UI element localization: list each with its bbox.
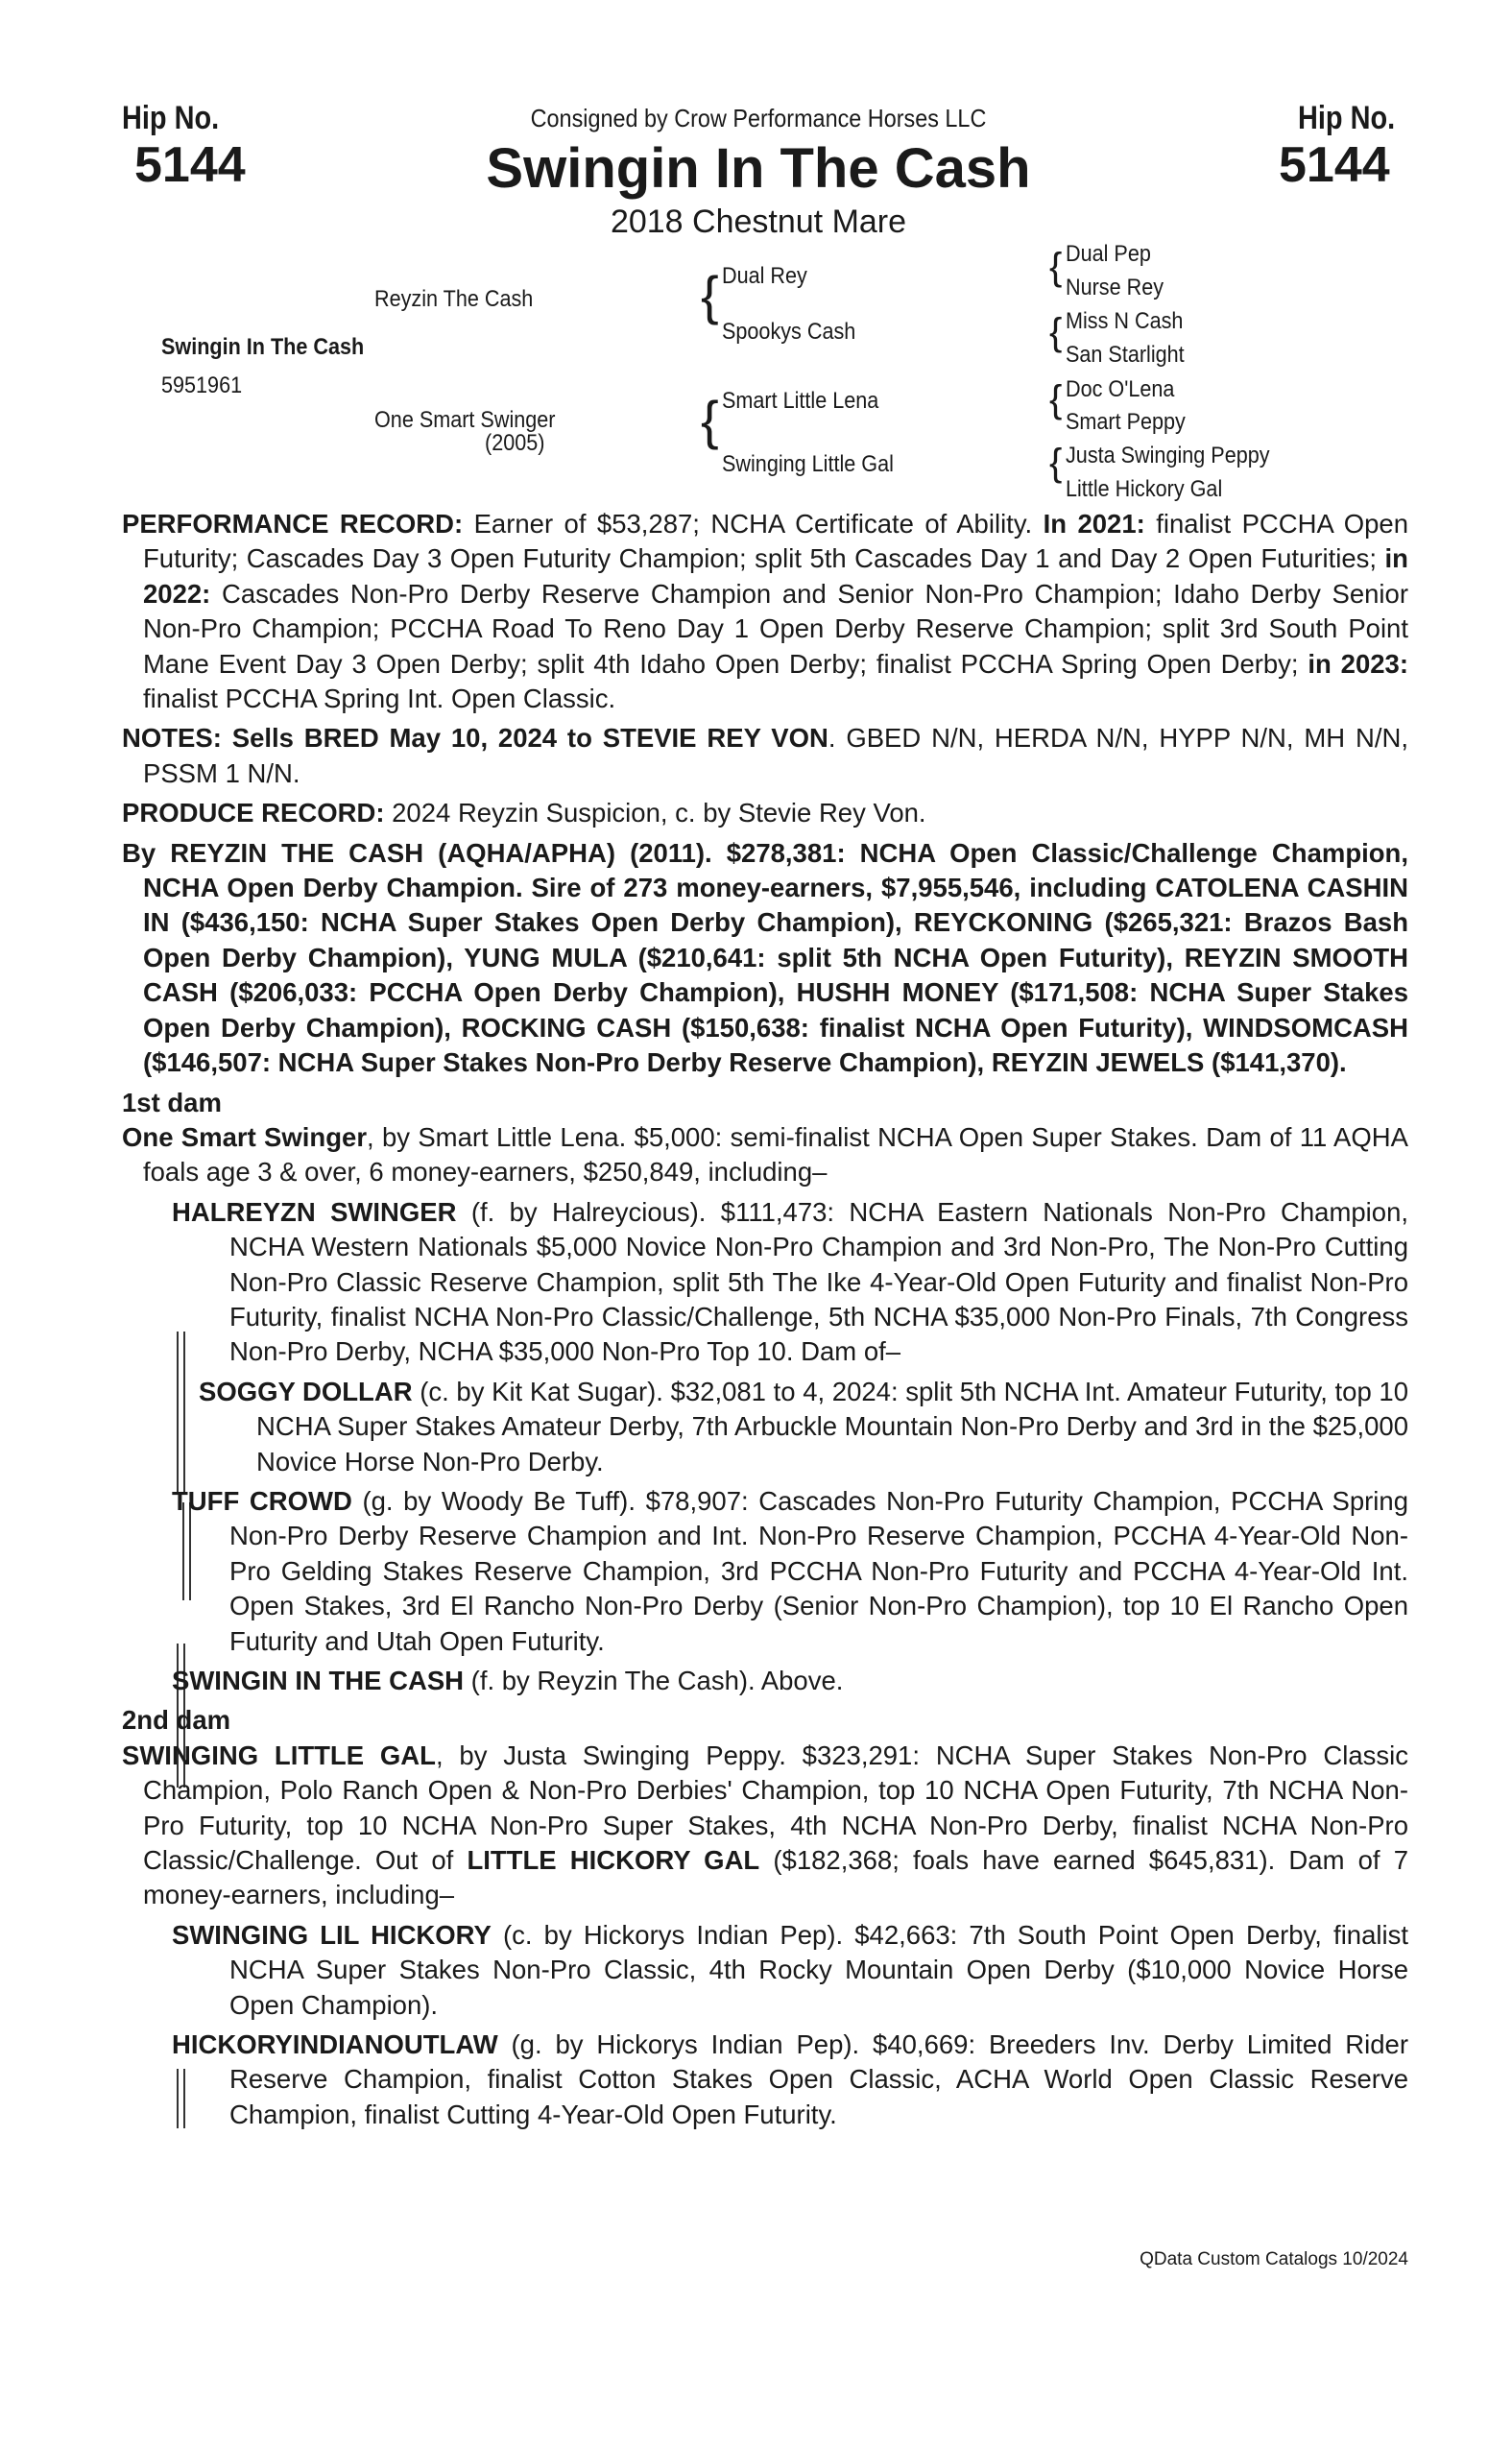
- produce-name: HICKORYINDIANOUTLAW: [172, 2029, 498, 2060]
- pedigree-gen3: Dual Pep: [1066, 241, 1151, 267]
- pedigree-registration: 5951961: [161, 372, 243, 398]
- pedigree-sire: Reyzin The Cash: [374, 286, 534, 312]
- first-dam-produce: [172, 1484, 1408, 1698]
- pedigree-brace: {: [1049, 311, 1063, 353]
- horse-description: 2018 Chestnut Mare: [610, 204, 907, 240]
- produce-text: (g. by Hickorys Indian Pep). $40,669: Breeders Inv. Derby Limited Rider Reserve Champion, finalist Cotton Stakes Open Classic, ACHA World Open Classic Reserve Champion, finalist Cutting 4-Year-Old Open Futurity.: [229, 2029, 1408, 2129]
- pedigree-dam-year: (2005): [485, 430, 545, 456]
- produce-entry: [172, 2028, 1408, 2132]
- notes-text: . GBED N/N, HERDA N/N, HYPP N/N, MH N/N, PSSM 1 N/N.: [143, 723, 1408, 788]
- pedigree-sire-dam: Spookys Cash: [722, 319, 856, 345]
- notes: [122, 721, 1408, 791]
- hip-label-left: Hip No.: [122, 100, 220, 136]
- pedigree-dam: One Smart Swinger: [374, 407, 556, 433]
- hip-label-right: Hip No.: [1298, 100, 1396, 136]
- hip-number-left: 5144: [134, 137, 246, 193]
- first-dam-text: , by Smart Little Lena. $5,000: semi-finalist NCHA Open Super Stakes. Dam of 11 AQHA foals age 3 & over, 6 money-earners, $250,849, including–: [143, 1121, 1408, 1188]
- notes-bold: NOTES: Sells BRED May 10, 2024 to STEVIE REY VON: [122, 723, 828, 754]
- horse-name-title: Swingin In The Cash: [486, 137, 1031, 200]
- sire-paragraph: By REYZIN THE CASH (AQHA/APHA) (2011). $278,381: NCHA Open Classic/Challenge Champion, NCHA Open Derby Champion. Sire of 273 money-earners, $7,955,546, including CATOLENA CASHIN IN ($436,150: NCHA Super Stakes Open Derby Champion), REYCKONING ($265,321: Brazos Bash Open Derby Champion), YUNG MULA ($210,641: split 5th NCHA Open Futurity), REYZIN SMOOTH CASH ($206,033: PCCHA Open Derby Champion), HUSHH MONEY ($171,508: NCHA Super Stakes Open Derby Champion), ROCKING CASH ($150,638: finalist NCHA Open Futurity), WINDSOMCASH ($146,507: NCHA Super Stakes Non-Pro Derby Reserve Champion), REYZIN JEWELS ($141,370).: [122, 837, 1408, 1078]
- produce-text: (c. by Hickorys Indian Pep). $42,663: 7th South Point Open Derby, finalist NCHA Super Stakes Non-Pro Classic, 4th Rocky Mountain Open Derby ($10,000 Novice Horse Open Champion).: [229, 1919, 1408, 2020]
- produce-entry: [172, 1664, 1408, 1698]
- second-dam-name: SWINGING LITTLE GAL: [122, 1740, 436, 1770]
- pedigree-gen3: San Starlight: [1066, 342, 1185, 368]
- second-dam-produce: [172, 1918, 1408, 2132]
- pedigree-dam-dam: Swinging Little Gal: [722, 451, 894, 477]
- second-dam-paragraph: [122, 1739, 1408, 1913]
- pedigree-sire-sire: Dual Rey: [722, 263, 807, 289]
- produce-entry: [199, 1375, 1408, 1479]
- pedigree-gen3: Nurse Rey: [1066, 275, 1164, 300]
- first-dam-produce: [172, 1195, 1408, 1370]
- produce-text: 2024 Reyzin Suspicion, c. by Stevie Rey Von.: [384, 798, 926, 828]
- first-dam-name: One Smart Swinger: [122, 1121, 368, 1152]
- pedigree-gen3: Miss N Cash: [1066, 308, 1184, 334]
- catalog-footer: QData Custom Catalogs 10/2024: [1140, 2249, 1408, 2269]
- produce-text: (g. by Woody Be Tuff). $78,907: Cascades Non-Pro Futurity Champion, PCCHA Spring Non-Pro Derby Reserve Champion and Int. Non-Pro Reserve Champion, PCCHA 4-Year-Old Non-Pro Gelding Stakes Reserve Champion, 3rd PCCHA Non-Pro Futurity and PCCHA 4-Year-Old Int. Open Stakes, 3rd El Rancho Non-Pro Derby (Senior Non-Pro Champion), top 10 El Rancho Open Futurity and Utah Open Futurity.: [229, 1485, 1408, 1656]
- first-dam-paragraph: [122, 1120, 1408, 1190]
- pedigree-gen3: Doc O'Lena: [1066, 376, 1175, 402]
- second-dam-text: , by Justa Swinging Peppy. $323,291: NCHA Super Stakes Non-Pro Classic Champion, Polo Ranch Open & Non-Pro Derbies' Champion, top 10 NCHA Open Futurity, 7th NCHA Non-Pro Futurity, top 10 NCHA Non-Pro Super Stakes, 4th NCHA Non-Pro Derby, finalist NCHA Non-Pro Classic/Challenge. Out of: [143, 1740, 1408, 1876]
- produce-label: PRODUCE RECORD:: [122, 798, 385, 828]
- pedigree-gen3: Little Hickory Gal: [1066, 476, 1223, 502]
- year-label: In 2021:: [1043, 509, 1145, 539]
- first-dam-heading: 1st dam: [122, 1087, 222, 1117]
- performance-text: Cascades Non-Pro Derby Reserve Champion and Senior Non-Pro Champion; Idaho Derby Senior Non-Pro Champion; PCCHA Road To Reno Day 1 Open Derby Reserve Champion; split 3rd South Point Mane Event Day 3 Open Derby; split 4th Idaho Open Derby; finalist PCCHA Spring Open Derby;: [143, 578, 1408, 679]
- produce-entry: [172, 1195, 1408, 1370]
- year-label: in 2023:: [1308, 648, 1409, 679]
- hip-number-right: 5144: [1279, 137, 1390, 193]
- produce-name: SWINGING LIL HICKORY: [172, 1919, 492, 1950]
- consignor-line: Consigned by Crow Performance Horses LLC: [530, 104, 987, 132]
- produce-text: (c. by Kit Kat Sugar). $32,081 to 4, 2024: split 5th NCHA Int. Amateur Futurity, top 10 NCHA Super Stakes Amateur Derby, 7th Arbuckle Mountain Non-Pro Derby and 3rd in the $25,000 Novice Horse Non-Pro Derby.: [256, 1376, 1408, 1476]
- second-dam-text: ($182,368; foals have earned $645,831). Dam of 7 money-earners, including–: [143, 1845, 1408, 1910]
- produce-name: HALREYZN SWINGER: [172, 1196, 457, 1227]
- pedigree-dam-sire: Smart Little Lena: [722, 388, 879, 414]
- catalog-body: [122, 507, 1408, 2137]
- produce-record: [122, 796, 1408, 830]
- third-dam-name: LITTLE HICKORY GAL: [467, 1845, 760, 1876]
- pedigree-brace: {: [1049, 378, 1063, 420]
- performance-text: finalist PCCHA Open Futurity; Cascades Day 3 Open Futurity Champion; split 5th Cascades Day 1 and Day 2 Open Futurities;: [143, 509, 1409, 574]
- pedigree-brace: {: [1049, 246, 1063, 288]
- second-generation-produce: [199, 1375, 1408, 1479]
- pedigree-subject: Swingin In The Cash: [161, 334, 365, 360]
- produce-entry: [172, 1484, 1408, 1659]
- pedigree-gen3: Justa Swinging Peppy: [1066, 443, 1270, 468]
- second-dam-heading: 2nd dam: [122, 1705, 231, 1736]
- produce-name: TUFF CROWD: [172, 1485, 352, 1516]
- produce-text: (f. by Reyzin The Cash). Above.: [464, 1666, 844, 1695]
- performance-text: Earner of $53,287; NCHA Certificate of Ability.: [463, 509, 1044, 539]
- produce-name: SWINGIN IN THE CASH: [172, 1666, 465, 1695]
- pedigree-gen3: Smart Peppy: [1066, 409, 1186, 435]
- year-label: in 2022:: [143, 543, 1408, 609]
- produce-entry: [172, 1918, 1408, 2023]
- performance-label: PERFORMANCE RECORD:: [122, 509, 464, 539]
- pedigree-brace: {: [701, 265, 719, 325]
- pedigree-brace: {: [701, 390, 719, 450]
- performance-record: [122, 507, 1408, 716]
- produce-name: SOGGY DOLLAR: [199, 1376, 413, 1406]
- performance-text: finalist PCCHA Spring Int. Open Classic.: [143, 684, 616, 714]
- pedigree-brace: {: [1049, 442, 1063, 484]
- produce-text: (f. by Halreycious). $111,473: NCHA Eastern Nationals Non-Pro Champion, NCHA Western Nationals $5,000 Novice Non-Pro Champion and 3rd Non-Pro, The Non-Pro Cutting Non-Pro Classic Reserve Champion, split 5th The Ike 4-Year-Old Open Futurity and finalist Non-Pro Futurity, finalist NCHA Non-Pro Classic/Challenge, 5th NCHA $35,000 Non-Pro Finals, 7th Congress Non-Pro Derby, NCHA $35,000 Non-Pro Top 10. Dam of–: [229, 1196, 1409, 1367]
